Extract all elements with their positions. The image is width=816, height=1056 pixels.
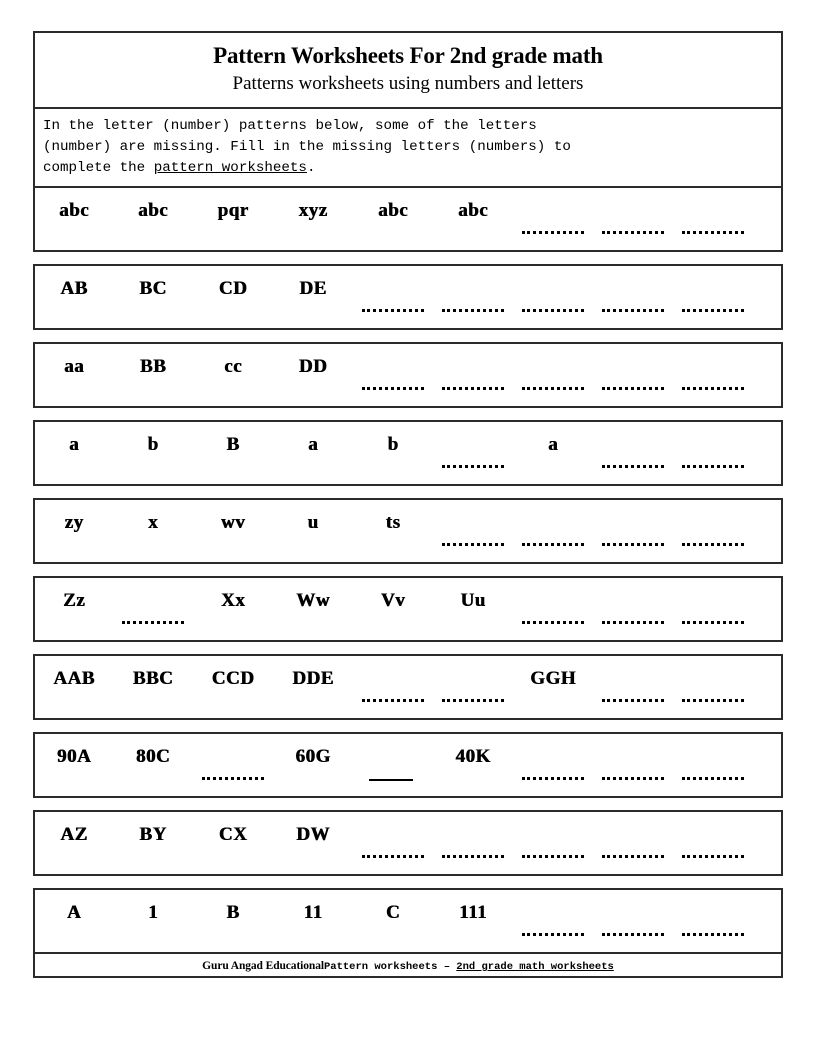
pattern-value: 80C: [135, 746, 171, 767]
pattern-cell-blank[interactable]: [113, 578, 193, 640]
pattern-cell-value: [35, 500, 113, 562]
pattern-value: zy: [64, 512, 84, 533]
answer-blank-solid[interactable]: [369, 779, 413, 781]
pattern-cell-blank[interactable]: [353, 344, 433, 406]
answer-blank-dotted[interactable]: [682, 777, 744, 780]
pattern-row-cells: [35, 734, 781, 796]
pattern-row: [33, 888, 783, 952]
pattern-cell-blank[interactable]: [673, 188, 753, 250]
pattern-cell-blank[interactable]: [433, 266, 513, 328]
pattern-row: [33, 498, 783, 564]
answer-blank-dotted[interactable]: [602, 309, 664, 312]
answer-blank-dotted[interactable]: [362, 309, 424, 312]
answer-blank-dotted[interactable]: [602, 621, 664, 624]
pattern-cell-value: [35, 890, 113, 952]
page-subtitle: Patterns worksheets using numbers and letters: [232, 73, 584, 94]
pattern-cell-blank[interactable]: [593, 188, 673, 250]
pattern-value: ts: [385, 512, 401, 533]
pattern-value: 60G: [295, 746, 331, 767]
pattern-cell-blank[interactable]: [513, 812, 593, 874]
pattern-cell-blank[interactable]: [353, 266, 433, 328]
pattern-cell-value: [273, 812, 353, 874]
instructions-line-2: (number) are missing. Fill in the missing letters (numbers) to: [43, 139, 571, 155]
pattern-cell-value: [353, 578, 433, 640]
pattern-cell-value: [35, 344, 113, 406]
pattern-cell-value: [35, 578, 113, 640]
pattern-cell-value: [193, 578, 273, 640]
pattern-cell-value: [193, 422, 273, 484]
pattern-value: Vv: [380, 590, 406, 611]
instructions-box: [33, 107, 783, 186]
pattern-value: b: [147, 434, 159, 455]
pattern-value: Zz: [62, 590, 86, 611]
answer-blank-dotted[interactable]: [682, 465, 744, 468]
answer-blank-dotted[interactable]: [682, 933, 744, 936]
pattern-value: DD: [298, 356, 328, 377]
answer-blank-dotted[interactable]: [442, 543, 504, 546]
pattern-cell-blank[interactable]: [433, 812, 513, 874]
pattern-cell-value: [273, 266, 353, 328]
pattern-cell-value: [273, 422, 353, 484]
pattern-cell-blank[interactable]: [673, 344, 753, 406]
pattern-cell-value: [35, 734, 113, 796]
answer-blank-dotted[interactable]: [602, 933, 664, 936]
answer-blank-dotted[interactable]: [602, 855, 664, 858]
pattern-row-cells: [35, 812, 781, 874]
pattern-row-cells: [35, 656, 781, 718]
pattern-value: a: [308, 434, 318, 455]
pattern-cell-blank[interactable]: [513, 188, 593, 250]
pattern-rows: [33, 186, 783, 952]
pattern-cell-value: [113, 188, 193, 250]
pattern-value: b: [387, 434, 399, 455]
pattern-row-cells: [35, 890, 781, 952]
pattern-value: CD: [218, 278, 248, 299]
pattern-cell-blank[interactable]: [673, 890, 753, 952]
pattern-row: [33, 264, 783, 330]
answer-blank-dotted[interactable]: [682, 621, 744, 624]
pattern-cell-value: [113, 890, 193, 952]
answer-blank-dotted[interactable]: [682, 231, 744, 234]
answer-blank-dotted[interactable]: [202, 777, 264, 780]
pattern-cell-value: [113, 500, 193, 562]
pattern-row: [33, 186, 783, 252]
pattern-cell-value: [273, 578, 353, 640]
pattern-value: abc: [138, 200, 168, 221]
pattern-cell-blank[interactable]: [353, 656, 433, 718]
pattern-cell-blank[interactable]: [353, 812, 433, 874]
pattern-value: 40K: [455, 746, 491, 767]
pattern-cell-value: [433, 188, 513, 250]
pattern-cell-blank[interactable]: [513, 344, 593, 406]
pattern-row: [33, 342, 783, 408]
pattern-value: abc: [59, 200, 89, 221]
pattern-cell-value: [113, 344, 193, 406]
answer-blank-dotted[interactable]: [522, 543, 584, 546]
instructions-line-3-prefix: complete the: [43, 160, 154, 176]
pattern-cell-blank[interactable]: [433, 500, 513, 562]
pattern-cell-value: [353, 890, 433, 952]
pattern-row: [33, 654, 783, 720]
answer-blank-dotted[interactable]: [522, 309, 584, 312]
answer-blank-dotted[interactable]: [522, 855, 584, 858]
answer-blank-dotted[interactable]: [682, 699, 744, 702]
answer-blank-dotted[interactable]: [522, 231, 584, 234]
pattern-cell-blank[interactable]: [593, 812, 673, 874]
answer-blank-dotted[interactable]: [442, 309, 504, 312]
pattern-value: wv: [220, 512, 246, 533]
pattern-cell-value: [193, 656, 273, 718]
pattern-cell-blank[interactable]: [433, 344, 513, 406]
pattern-cell-value: [273, 734, 353, 796]
pattern-cell-blank[interactable]: [433, 656, 513, 718]
pattern-cell-blank[interactable]: [593, 422, 673, 484]
answer-blank-dotted[interactable]: [362, 387, 424, 390]
pattern-value: A: [66, 902, 82, 923]
instructions-line-1: In the letter (number) patterns below, some of the letters: [43, 118, 537, 134]
pattern-cell-value: [353, 188, 433, 250]
answer-blank-dotted[interactable]: [442, 855, 504, 858]
pattern-cell-blank[interactable]: [593, 890, 673, 952]
pattern-value: C: [385, 902, 401, 923]
pattern-cell-blank[interactable]: [353, 734, 433, 796]
pattern-cell-blank[interactable]: [673, 734, 753, 796]
worksheet-header: [33, 31, 783, 107]
pattern-row: [33, 732, 783, 798]
answer-blank-dotted[interactable]: [602, 699, 664, 702]
pattern-value: cc: [224, 356, 242, 377]
pattern-cell-value: [193, 266, 273, 328]
pattern-cell-blank[interactable]: [673, 500, 753, 562]
pattern-cell-value: [433, 578, 513, 640]
answer-blank-dotted[interactable]: [602, 387, 664, 390]
answer-blank-dotted[interactable]: [442, 699, 504, 702]
pattern-row: [33, 576, 783, 642]
footer-text: Pattern worksheets –: [323, 961, 457, 973]
pattern-cell-value: [513, 656, 593, 718]
pattern-value: B: [226, 434, 240, 455]
pattern-cell-value: [35, 812, 113, 874]
pattern-cell-value: [35, 188, 113, 250]
pattern-cell-blank[interactable]: [513, 500, 593, 562]
pattern-cell-value: [513, 422, 593, 484]
pattern-row: [33, 810, 783, 876]
pattern-cell-blank[interactable]: [673, 422, 753, 484]
pattern-value: a: [548, 434, 558, 455]
pattern-value: a: [69, 434, 79, 455]
instructions-line-3-suffix: .: [306, 160, 316, 176]
pattern-value: 111: [459, 902, 487, 923]
pattern-value: CCD: [211, 668, 255, 689]
pattern-worksheets-link[interactable]: pattern worksheets: [153, 160, 307, 176]
pattern-row-cells: [35, 188, 781, 250]
pattern-cell-value: [193, 890, 273, 952]
pattern-value: Ww: [296, 590, 330, 611]
pattern-row: [33, 420, 783, 486]
pattern-cell-value: [273, 890, 353, 952]
pattern-value: x: [148, 512, 158, 533]
page-title: Pattern Worksheets For 2nd grade math: [213, 43, 603, 68]
pattern-cell-blank[interactable]: [513, 578, 593, 640]
pattern-row-cells: [35, 266, 781, 328]
pattern-cell-value: [193, 500, 273, 562]
pattern-cell-blank[interactable]: [593, 500, 673, 562]
pattern-value: 11: [303, 902, 323, 923]
pattern-value: AZ: [60, 824, 88, 845]
pattern-cell-value: [35, 266, 113, 328]
worksheet-footer: [33, 952, 783, 978]
pattern-cell-blank[interactable]: [433, 422, 513, 484]
answer-blank-dotted[interactable]: [362, 855, 424, 858]
pattern-cell-blank[interactable]: [593, 656, 673, 718]
pattern-cell-value: [273, 500, 353, 562]
pattern-value: CX: [218, 824, 248, 845]
pattern-cell-blank[interactable]: [673, 812, 753, 874]
pattern-cell-value: [193, 812, 273, 874]
pattern-cell-value: [113, 422, 193, 484]
pattern-cell-value: [433, 890, 513, 952]
pattern-cell-value: [113, 656, 193, 718]
pattern-value: BB: [139, 356, 167, 377]
pattern-value: Xx: [220, 590, 246, 611]
pattern-value: AB: [60, 278, 88, 299]
answer-blank-dotted[interactable]: [362, 699, 424, 702]
pattern-cell-value: [35, 422, 113, 484]
pattern-value: DE: [299, 278, 327, 299]
pattern-cell-value: [35, 656, 113, 718]
pattern-cell-value: [353, 500, 433, 562]
pattern-value: xyz: [298, 200, 328, 221]
pattern-cell-value: [193, 188, 273, 250]
pattern-cell-value: [113, 812, 193, 874]
pattern-value: GGH: [530, 668, 576, 689]
pattern-row-cells: [35, 422, 781, 484]
pattern-cell-blank[interactable]: [513, 734, 593, 796]
pattern-cell-blank[interactable]: [593, 734, 673, 796]
answer-blank-dotted[interactable]: [122, 621, 184, 624]
answer-blank-dotted[interactable]: [522, 387, 584, 390]
pattern-cell-blank[interactable]: [673, 656, 753, 718]
answer-blank-dotted[interactable]: [602, 777, 664, 780]
pattern-value: 90A: [56, 746, 92, 767]
pattern-cell-blank[interactable]: [673, 578, 753, 640]
pattern-cell-value: [353, 422, 433, 484]
pattern-value: aa: [64, 356, 84, 377]
pattern-cell-blank[interactable]: [513, 266, 593, 328]
footer-brand: Guru Angad Educational: [202, 960, 324, 972]
answer-blank-dotted[interactable]: [682, 543, 744, 546]
instructions-text: [43, 116, 774, 179]
answer-blank-dotted[interactable]: [522, 777, 584, 780]
pattern-cell-value: [433, 734, 513, 796]
pattern-value: Uu: [460, 590, 486, 611]
pattern-value: abc: [378, 200, 408, 221]
pattern-value: DW: [296, 824, 330, 845]
pattern-cell-blank[interactable]: [593, 578, 673, 640]
answer-blank-dotted[interactable]: [442, 465, 504, 468]
answer-blank-dotted[interactable]: [602, 543, 664, 546]
pattern-value: BBC: [132, 668, 174, 689]
pattern-cell-blank[interactable]: [193, 734, 273, 796]
pattern-row-cells: [35, 578, 781, 640]
pattern-cell-blank[interactable]: [593, 344, 673, 406]
pattern-cell-value: [273, 344, 353, 406]
pattern-cell-blank[interactable]: [673, 266, 753, 328]
pattern-cell-value: [193, 344, 273, 406]
answer-blank-dotted[interactable]: [682, 855, 744, 858]
pattern-value: DDE: [292, 668, 334, 689]
pattern-value: 1: [148, 902, 158, 923]
pattern-value: BY: [139, 824, 167, 845]
pattern-cell-value: [113, 734, 193, 796]
pattern-cell-value: [113, 266, 193, 328]
pattern-cell-value: [273, 188, 353, 250]
answer-blank-dotted[interactable]: [522, 933, 584, 936]
answer-blank-dotted[interactable]: [522, 621, 584, 624]
pattern-value: BC: [139, 278, 167, 299]
pattern-value: pqr: [217, 200, 249, 221]
pattern-value: abc: [458, 200, 488, 221]
answer-blank-dotted[interactable]: [602, 465, 664, 468]
answer-blank-dotted[interactable]: [682, 309, 744, 312]
pattern-cell-value: [273, 656, 353, 718]
pattern-cell-blank[interactable]: [513, 890, 593, 952]
answer-blank-dotted[interactable]: [442, 387, 504, 390]
worksheet-page: [33, 31, 783, 978]
pattern-row-cells: [35, 500, 781, 562]
pattern-value: AAB: [53, 668, 95, 689]
footer-link[interactable]: 2nd grade math worksheets: [456, 961, 614, 973]
pattern-value: B: [226, 902, 240, 923]
pattern-cell-blank[interactable]: [593, 266, 673, 328]
answer-blank-dotted[interactable]: [602, 231, 664, 234]
pattern-value: u: [307, 512, 319, 533]
answer-blank-dotted[interactable]: [682, 387, 744, 390]
pattern-row-cells: [35, 344, 781, 406]
